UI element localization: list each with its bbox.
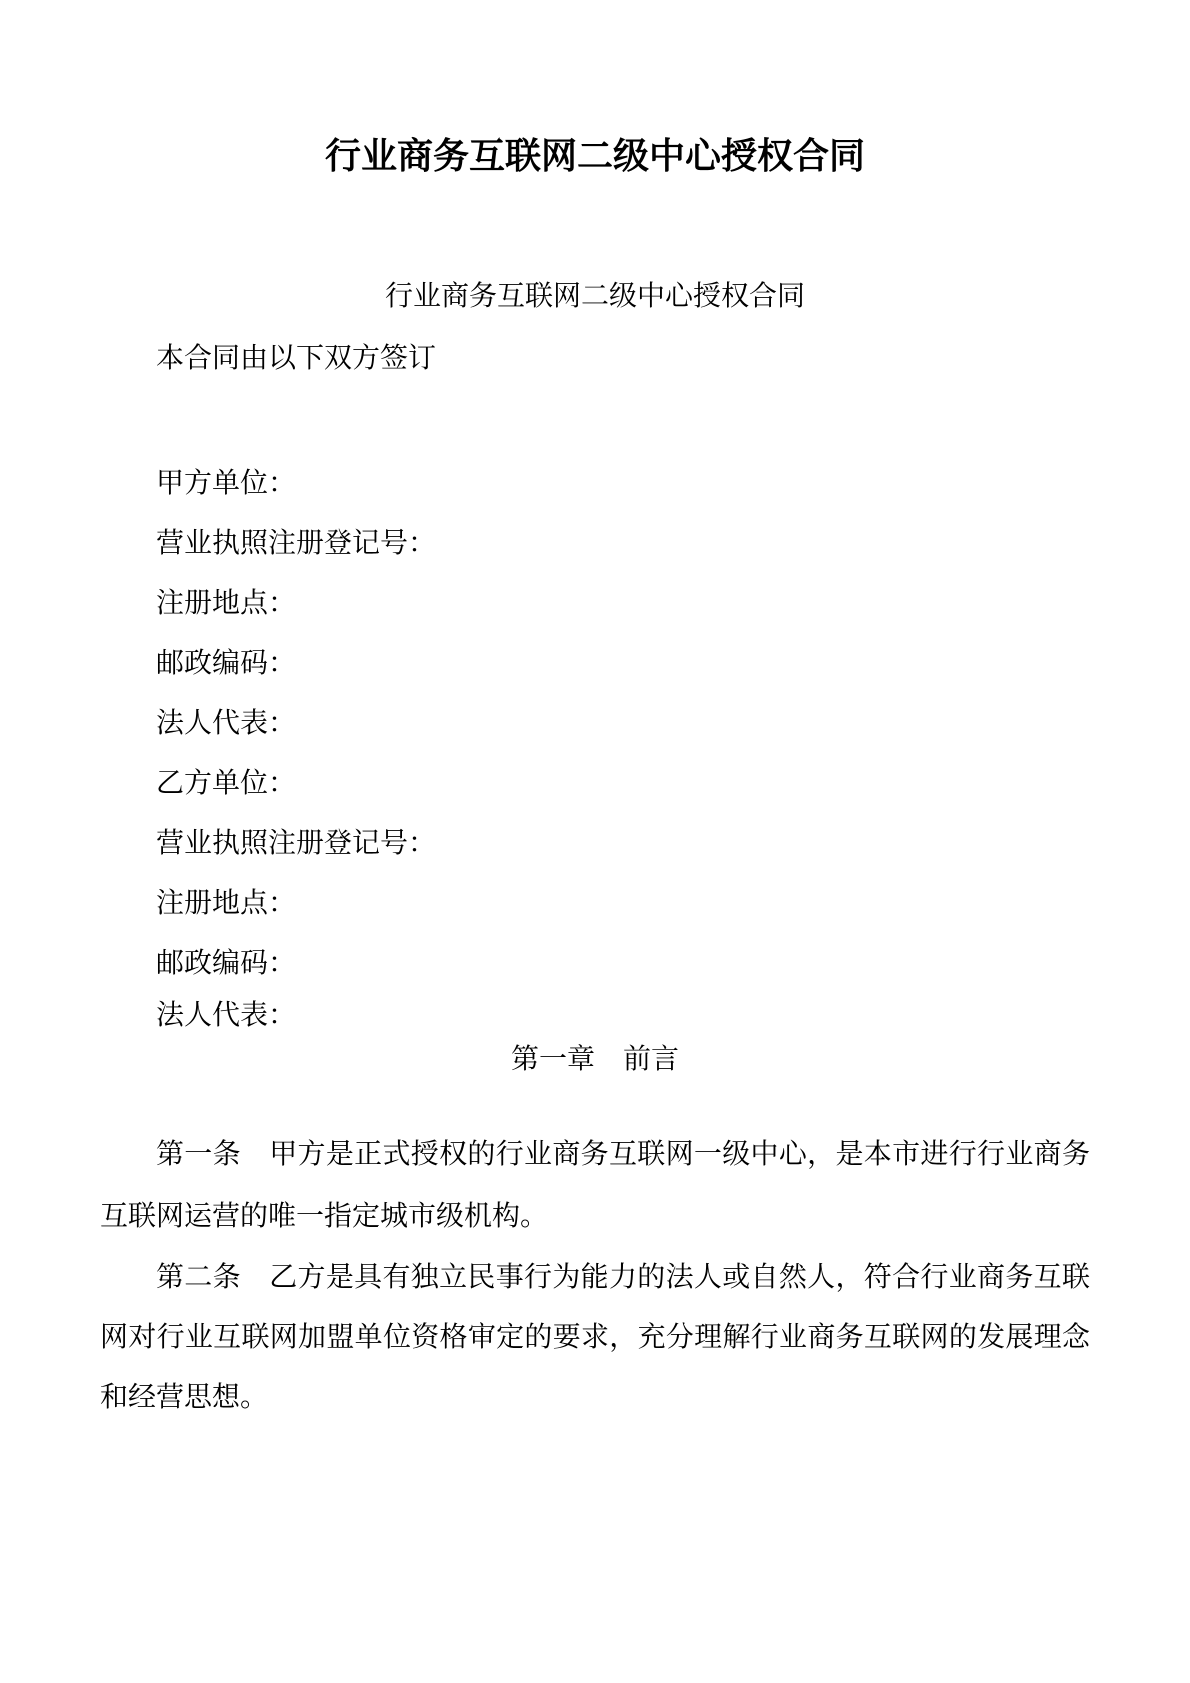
field-party-b-unit: 乙方单位：	[156, 768, 297, 799]
field-party-b-postcode: 邮政编码：	[156, 948, 297, 979]
field-party-b-address: 注册地点：	[156, 888, 297, 919]
field-party-b-license-no: 营业执照注册登记号：	[156, 828, 437, 859]
article-2-paragraph: 第二条 乙方是具有独立民事行为能力的法人或自然人，符合行业商务互联网对行业互联网加盟单位资格审定的要求，充分理解行业商务互联网的发展理念和经营思想。	[100, 1262, 1090, 1413]
party-fields-section	[100, 454, 1090, 1038]
contract-subtitle: 行业商务互联网二级中心授权合同	[384, 281, 805, 312]
document-title: 行业商务互联网二级中心授权合同	[324, 135, 865, 176]
field-party-b-legal-rep: 法人代表：	[156, 1000, 297, 1031]
field-party-a-unit: 甲方单位：	[156, 468, 297, 499]
article-1-paragraph: 第一条 甲方是正式授权的行业商务互联网一级中心，是本市进行行业商务互联网运营的唯一指定城市级机构。	[100, 1139, 1090, 1232]
intro-line: 本合同由以下双方签订	[156, 343, 437, 374]
field-party-a-legal-rep: 法人代表：	[156, 708, 297, 739]
chapter-1-heading: 第一章 前言	[510, 1044, 679, 1075]
field-party-a-address: 注册地点：	[156, 588, 297, 619]
field-party-a-license-no: 营业执照注册登记号：	[156, 528, 437, 559]
field-party-a-postcode: 邮政编码：	[156, 648, 297, 679]
